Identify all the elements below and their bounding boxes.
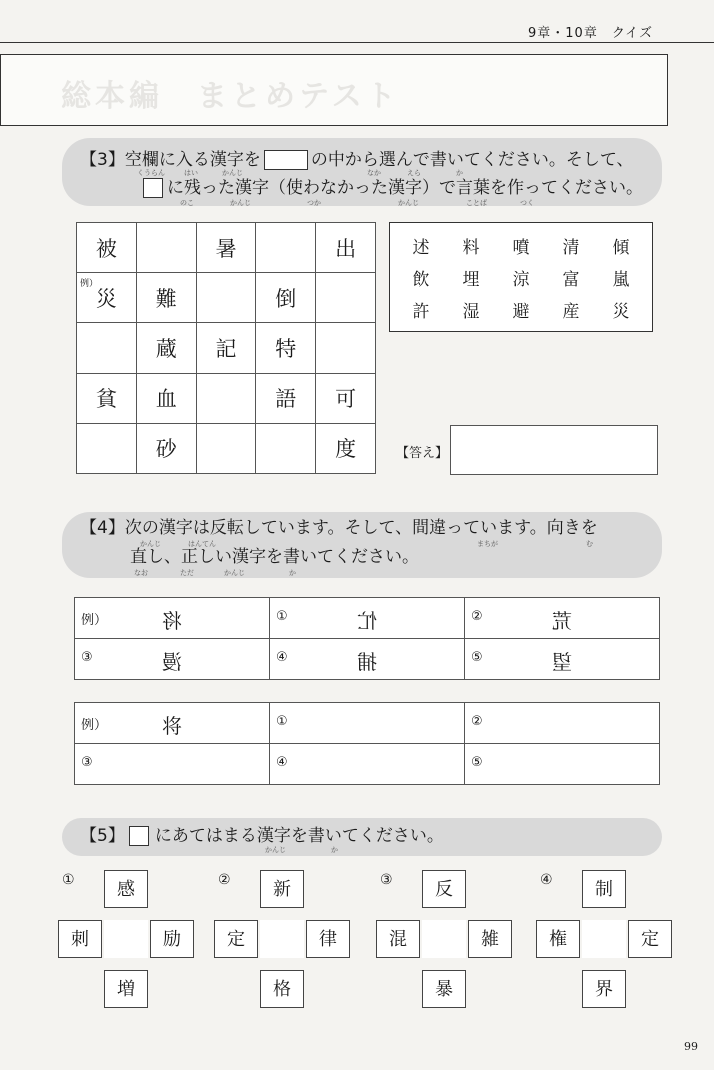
furigana: くうらん xyxy=(137,169,165,177)
furigana: ただ xyxy=(180,569,194,577)
grid-cell xyxy=(316,423,376,473)
cell-label: 例） xyxy=(81,613,108,628)
kanji-cell xyxy=(465,639,660,680)
mirrored-kanji: 漫 xyxy=(162,650,182,674)
cell-kanji-wrap xyxy=(75,646,269,675)
grid-blank-cell[interactable] xyxy=(196,423,256,473)
cell-kanji-wrap xyxy=(465,605,659,634)
blank-box-icon xyxy=(129,826,149,846)
kanji-cell xyxy=(75,598,270,639)
grid-kanji: 難 xyxy=(155,286,177,311)
cross-bottom-kanji: 界 xyxy=(582,970,626,1008)
kanji-cell[interactable] xyxy=(465,703,660,744)
grid-cell xyxy=(136,373,196,423)
cell-label: ② xyxy=(471,609,483,624)
q3-line2 xyxy=(143,178,643,198)
mirrored-kanji: 荒 xyxy=(552,609,572,633)
furigana: なか xyxy=(367,169,381,177)
cell-label: ④ xyxy=(276,650,288,665)
furigana: なお xyxy=(134,569,148,577)
grid-blank-cell[interactable] xyxy=(316,323,376,373)
grid-cell xyxy=(316,373,376,423)
furigana: のこ xyxy=(180,199,194,207)
page-number: 99 xyxy=(684,1040,698,1053)
table-row xyxy=(75,744,660,785)
furigana: か xyxy=(331,846,338,854)
q3-ruby-line2 xyxy=(0,198,714,208)
choice-kanji: 嵐 xyxy=(612,270,630,290)
cross-bottom-kanji: 格 xyxy=(260,970,304,1008)
cross-right-kanji: 定 xyxy=(628,920,672,958)
furigana: か xyxy=(289,569,296,577)
q3-line1-after: の中から選んで書いてください。そして、 xyxy=(310,150,634,170)
furigana: かんじ xyxy=(140,540,161,548)
q4-ruby-line2 xyxy=(0,568,714,578)
furigana: つか xyxy=(307,199,321,207)
furigana: まちが xyxy=(477,540,498,548)
grid-kanji: 貧 xyxy=(95,387,117,412)
grid-blank-cell[interactable] xyxy=(136,223,196,273)
grid-cell xyxy=(256,373,316,423)
grid-row xyxy=(77,423,376,473)
grid-kanji: 血 xyxy=(155,387,177,412)
choice-kanji: 富 xyxy=(562,270,580,290)
grid-row xyxy=(77,373,376,423)
q5-line xyxy=(80,826,444,846)
cross-top-kanji: 新 xyxy=(260,870,304,908)
grid-cell xyxy=(196,223,256,273)
cross-top-kanji: 反 xyxy=(422,870,466,908)
choice-kanji: 埋 xyxy=(462,270,480,290)
cell-kanji-wrap xyxy=(75,605,269,634)
kanji-choice-box xyxy=(389,222,653,332)
header-rule xyxy=(0,42,714,43)
grid-kanji: 被 xyxy=(95,236,117,261)
q4-line2: 直し、正しい漢字を書いてください。 xyxy=(130,547,419,567)
mirrored-kanji: 将 xyxy=(162,609,182,633)
cross-bottom-kanji: 増 xyxy=(104,970,148,1008)
cell-label: ② xyxy=(471,714,483,729)
cross-bottom-kanji: 暴 xyxy=(422,970,466,1008)
grid-kanji: 記 xyxy=(215,336,237,361)
choice-kanji: 傾 xyxy=(612,238,630,258)
grid-cell xyxy=(256,273,316,323)
cross-center-blank[interactable] xyxy=(104,920,148,958)
cell-label: ④ xyxy=(276,755,288,770)
furigana: はい xyxy=(184,169,198,177)
cell-label: ③ xyxy=(81,755,93,770)
choice-kanji: 湿 xyxy=(462,302,480,322)
furigana: はんてん xyxy=(188,540,216,548)
grid-blank-cell[interactable] xyxy=(196,373,256,423)
grid-row xyxy=(77,323,376,373)
answer-input-box[interactable] xyxy=(450,425,658,475)
grid-cell xyxy=(136,273,196,323)
q5-text: にあてはまる漢字を書いてください。 xyxy=(154,826,444,846)
choice-kanji: 料 xyxy=(462,238,480,258)
furigana: か xyxy=(456,169,463,177)
kanji-cell xyxy=(75,703,270,744)
cross-right-kanji: 励 xyxy=(150,920,194,958)
cell-kanji-wrap xyxy=(75,710,269,739)
kanji-grid xyxy=(76,222,376,474)
cell-kanji-wrap xyxy=(270,646,464,675)
grid-kanji: 度 xyxy=(335,437,357,462)
furigana: つく xyxy=(520,199,534,207)
kanji-crosses xyxy=(0,866,714,1006)
table-row xyxy=(75,703,660,744)
kanji-cell xyxy=(75,639,270,680)
q4-line1-text: 次の漢字は反転しています。そして、間違っています。向きを xyxy=(124,518,598,538)
choice-kanji: 飲 xyxy=(412,270,430,290)
grid-cell xyxy=(136,423,196,473)
q3-line1 xyxy=(80,150,634,170)
grid-cell xyxy=(77,273,137,323)
kanji-cell[interactable] xyxy=(270,703,465,744)
grid-cell xyxy=(77,373,137,423)
kanji-cell[interactable] xyxy=(465,744,660,785)
q5-number: 【5】 xyxy=(80,826,125,846)
grid-kanji: 特 xyxy=(275,336,297,361)
q4-number: 【4】 xyxy=(80,518,125,538)
q3-ruby-line1 xyxy=(0,168,714,178)
cross-left-kanji: 権 xyxy=(536,920,580,958)
grid-blank-cell[interactable] xyxy=(256,423,316,473)
grid-row xyxy=(77,273,376,323)
cross-right-kanji: 雑 xyxy=(468,920,512,958)
cross-number: ④ xyxy=(540,872,553,888)
kanji-cell xyxy=(270,639,465,680)
grid-cell xyxy=(316,223,376,273)
cell-label: ① xyxy=(276,609,288,624)
cross-number: ② xyxy=(218,872,231,888)
furigana: ことば xyxy=(466,199,487,207)
title-box xyxy=(0,54,668,126)
choice-kanji: 避 xyxy=(512,302,530,322)
cell-kanji-wrap xyxy=(465,646,659,675)
furigana: む xyxy=(586,540,593,548)
q3-line2-after: に残った漢字（使わなかった漢字）で言葉を作ってください。 xyxy=(167,178,643,198)
answer-label: 【答え】 xyxy=(396,446,449,461)
grid-blank-cell[interactable] xyxy=(196,273,256,323)
cross-left-kanji: 刺 xyxy=(58,920,102,958)
grid-cell xyxy=(256,323,316,373)
mirrored-kanji: 捕 xyxy=(357,650,377,674)
mirrored-kanji-table xyxy=(74,597,660,680)
grid-cell xyxy=(136,323,196,373)
grid-cell xyxy=(77,223,137,273)
cross-right-kanji: 律 xyxy=(306,920,350,958)
cell-kanji-wrap xyxy=(270,605,464,634)
grid-kanji: 災 xyxy=(95,286,117,311)
choice-kanji: 災 xyxy=(612,302,630,322)
cross-center-blank[interactable] xyxy=(260,920,304,958)
grid-kanji: 語 xyxy=(275,387,297,412)
q4-line1 xyxy=(80,520,598,537)
cross-left-kanji: 定 xyxy=(214,920,258,958)
grid-blank-cell[interactable] xyxy=(316,273,376,323)
furigana: かんじ xyxy=(398,199,419,207)
grid-kanji: 蔵 xyxy=(155,336,177,361)
cell-label: ① xyxy=(276,714,288,729)
furigana: えら xyxy=(407,169,421,177)
choice-kanji: 許 xyxy=(412,302,430,322)
cross-number: ① xyxy=(62,872,75,888)
cross-center-blank[interactable] xyxy=(422,920,466,958)
blank-box-icon xyxy=(264,150,308,170)
cell-label: ⑤ xyxy=(471,755,483,770)
q3-line1-before: 空欄に入る漢字を xyxy=(124,150,261,170)
chapter-label: 9章・10章 クイズ xyxy=(528,26,654,41)
blank-box-icon xyxy=(143,178,163,198)
cross-number: ③ xyxy=(380,872,393,888)
choice-kanji: 涼 xyxy=(512,270,530,290)
choice-kanji: 噴 xyxy=(512,238,530,258)
furigana: かんじ xyxy=(265,846,286,854)
kanji-cell[interactable] xyxy=(75,744,270,785)
cell-label: ⑤ xyxy=(471,650,483,665)
kanji-cell[interactable] xyxy=(270,744,465,785)
cross-left-kanji: 混 xyxy=(376,920,420,958)
cell-label: ③ xyxy=(81,650,93,665)
grid-blank-cell[interactable] xyxy=(256,223,316,273)
grid-kanji: 砂 xyxy=(155,437,177,462)
cross-center-blank[interactable] xyxy=(582,920,626,958)
grid-kanji: 倒 xyxy=(275,286,297,311)
mirrored-kanji: 忙 xyxy=(357,609,377,633)
grid-kanji: 暑 xyxy=(215,236,237,261)
answer-kanji: 将 xyxy=(162,714,182,738)
table-row xyxy=(75,639,660,680)
cell-label: 例） xyxy=(81,718,108,733)
choice-kanji: 述 xyxy=(412,238,430,258)
q3-number: 【3】 xyxy=(80,150,125,170)
kanji-cell xyxy=(270,598,465,639)
kanji-cell xyxy=(465,598,660,639)
cross-top-kanji: 制 xyxy=(582,870,626,908)
grid-blank-cell[interactable] xyxy=(77,323,137,373)
choice-kanji: 産 xyxy=(562,302,580,322)
q5-ruby-line xyxy=(0,845,714,855)
mirrored-kanji: 望 xyxy=(552,650,572,674)
furigana: かんじ xyxy=(224,569,245,577)
table-row xyxy=(75,598,660,639)
example-mark: 例） xyxy=(80,279,99,290)
furigana: かんじ xyxy=(222,169,243,177)
corrected-kanji-table xyxy=(74,702,660,785)
grid-blank-cell[interactable] xyxy=(77,423,137,473)
choice-kanji: 清 xyxy=(562,238,580,258)
section-title: 総本編 まとめテスト xyxy=(61,79,400,114)
furigana: かんじ xyxy=(230,199,251,207)
cross-top-kanji: 感 xyxy=(104,870,148,908)
grid-cell xyxy=(196,323,256,373)
grid-row xyxy=(77,223,376,273)
grid-kanji: 可 xyxy=(335,387,357,412)
grid-kanji: 出 xyxy=(335,236,357,261)
